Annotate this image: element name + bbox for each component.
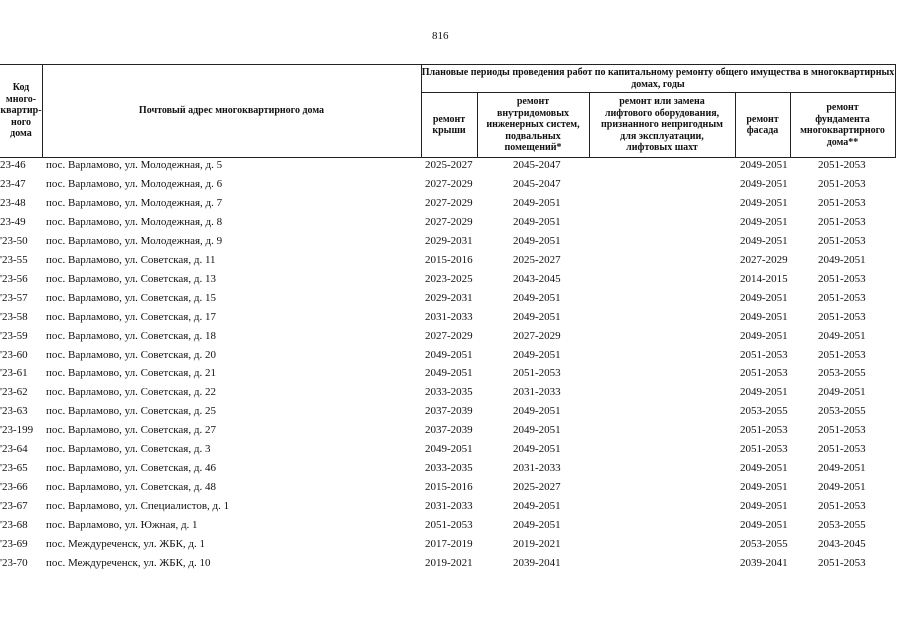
row-code: '23-66 xyxy=(0,481,28,494)
row-code: '23-70 xyxy=(0,556,28,569)
table-row xyxy=(0,309,905,327)
header-address: Почтовый адрес многоквартирного дома xyxy=(138,105,325,117)
row-address: пос. Варламово, ул. Советская, д. 3 xyxy=(46,443,211,456)
row-engineering: 2027-2029 xyxy=(513,329,561,342)
row-facade: 2051-2053 xyxy=(740,424,788,437)
row-roof: 2031-2033 xyxy=(425,310,473,323)
row-roof: 2027-2029 xyxy=(425,177,473,190)
row-facade: 2049-2051 xyxy=(740,519,788,532)
table-row xyxy=(0,233,905,251)
row-address: пос. Варламово, ул. Молодежная, д. 9 xyxy=(46,234,223,247)
row-roof: 2023-2025 xyxy=(425,272,473,285)
page-number: 816 xyxy=(432,30,449,42)
row-code: 23-47 xyxy=(0,177,26,190)
row-facade: 2049-2051 xyxy=(740,291,788,304)
row-engineering: 2049-2051 xyxy=(513,500,561,513)
table-row xyxy=(0,347,905,365)
row-engineering: 2043-2045 xyxy=(513,272,561,285)
row-roof: 2015-2016 xyxy=(425,253,473,266)
row-engineering: 2049-2051 xyxy=(513,405,561,418)
row-foundation: 2051-2053 xyxy=(818,291,866,304)
row-facade: 2027-2029 xyxy=(740,253,788,266)
row-engineering: 2039-2041 xyxy=(513,556,561,569)
table-right-border xyxy=(895,64,896,158)
row-roof: 2037-2039 xyxy=(425,424,473,437)
row-address: пос. Варламово, ул. Молодежная, д. 8 xyxy=(46,215,223,228)
table-row xyxy=(0,195,905,213)
row-engineering: 2049-2051 xyxy=(513,519,561,532)
row-address: пос. Варламово, ул. Молодежная, д. 5 xyxy=(46,159,223,171)
row-facade: 2049-2051 xyxy=(740,500,788,513)
row-roof: 2049-2051 xyxy=(425,367,473,380)
row-roof: 2025-2027 xyxy=(425,159,473,171)
row-engineering: 2045-2047 xyxy=(513,159,561,171)
row-address: пос. Варламово, ул. Советская, д. 22 xyxy=(46,386,216,399)
row-code: '23-62 xyxy=(0,386,28,399)
row-foundation: 2049-2051 xyxy=(818,462,866,475)
row-foundation: 2051-2053 xyxy=(818,348,866,361)
header-code: Код много- квартир- ного дома xyxy=(0,82,42,140)
row-code: '23-60 xyxy=(0,348,28,361)
row-address: пос. Варламово, ул. Советская, д. 25 xyxy=(46,405,216,418)
table-row xyxy=(0,214,905,232)
row-foundation: 2051-2053 xyxy=(818,272,866,285)
row-foundation: 2051-2053 xyxy=(818,177,866,190)
row-roof: 2017-2019 xyxy=(425,538,473,550)
row-code: '23-59 xyxy=(0,329,28,342)
table-row xyxy=(0,460,905,478)
table-row xyxy=(0,517,905,535)
table-row xyxy=(0,555,905,573)
row-foundation: 2043-2045 xyxy=(818,538,866,550)
row-foundation: 2051-2053 xyxy=(818,215,866,228)
row-code: '23-68 xyxy=(0,519,28,532)
row-foundation: 2051-2053 xyxy=(818,500,866,513)
row-roof: 2027-2029 xyxy=(425,329,473,342)
row-facade: 2051-2053 xyxy=(740,367,788,380)
row-roof: 2033-2035 xyxy=(425,386,473,399)
row-address: пос. Междуреченск, ул. ЖБК, д. 10 xyxy=(46,556,211,569)
row-code: '23-199 xyxy=(0,424,34,437)
row-code: '23-55 xyxy=(0,253,28,266)
row-facade: 2049-2051 xyxy=(740,159,788,171)
row-roof: 2019-2021 xyxy=(425,556,473,569)
row-facade: 2049-2051 xyxy=(740,329,788,342)
row-foundation: 2051-2053 xyxy=(818,310,866,323)
row-facade: 2049-2051 xyxy=(740,196,788,209)
row-foundation: 2053-2055 xyxy=(818,405,866,418)
row-facade: 2039-2041 xyxy=(740,556,788,569)
row-address: пос. Варламово, ул. Советская, д. 27 xyxy=(46,424,216,437)
row-facade: 2053-2055 xyxy=(740,538,788,550)
header-elevator: ремонт или замена лифтового оборудования, признанного непригодным для эксплуатации, лифтовых шахт xyxy=(601,96,723,154)
row-code: '23-50 xyxy=(0,234,28,247)
row-foundation: 2049-2051 xyxy=(818,253,866,266)
row-code: '23-65 xyxy=(0,462,28,475)
table-row xyxy=(0,403,905,421)
row-address: пос. Варламово, ул. Советская, д. 17 xyxy=(46,310,216,323)
table-row xyxy=(0,441,905,459)
row-address: пос. Междуреченск, ул. ЖБК, д. 1 xyxy=(46,538,206,550)
row-engineering: 2045-2047 xyxy=(513,177,561,190)
row-address: пос. Варламово, ул. Советская, д. 48 xyxy=(46,481,216,494)
row-engineering: 2051-2053 xyxy=(513,367,561,380)
row-roof: 2033-2035 xyxy=(425,462,473,475)
row-facade: 2053-2055 xyxy=(740,405,788,418)
row-engineering: 2049-2051 xyxy=(513,196,561,209)
row-code: '23-58 xyxy=(0,310,28,323)
row-engineering: 2049-2051 xyxy=(513,424,561,437)
row-facade: 2049-2051 xyxy=(740,177,788,190)
row-roof: 2029-2031 xyxy=(425,234,473,247)
table-row xyxy=(0,498,905,516)
row-code: 23-48 xyxy=(0,196,26,209)
row-code: '23-69 xyxy=(0,538,28,550)
row-code: '23-56 xyxy=(0,272,28,285)
row-code: '23-64 xyxy=(0,443,28,456)
row-engineering: 2049-2051 xyxy=(513,234,561,247)
row-facade: 2051-2053 xyxy=(740,443,788,456)
row-code: '23-67 xyxy=(0,500,28,513)
row-foundation: 2051-2053 xyxy=(818,234,866,247)
row-engineering: 2025-2027 xyxy=(513,481,561,494)
row-roof: 2049-2051 xyxy=(425,443,473,456)
row-code: '23-57 xyxy=(0,291,28,304)
row-facade: 2049-2051 xyxy=(740,481,788,494)
row-roof: 2027-2029 xyxy=(425,196,473,209)
row-roof: 2029-2031 xyxy=(425,291,473,304)
row-facade: 2049-2051 xyxy=(740,215,788,228)
row-facade: 2014-2015 xyxy=(740,272,788,285)
row-roof: 2049-2051 xyxy=(425,348,473,361)
table-row xyxy=(0,479,905,497)
header-engineering: ремонт внутридомовых инженерных систем, подвальных помещений* xyxy=(486,96,580,154)
table-row xyxy=(0,365,905,383)
row-foundation: 2051-2053 xyxy=(818,424,866,437)
row-address: пос. Варламово, ул. Молодежная, д. 7 xyxy=(46,196,223,209)
row-engineering: 2049-2051 xyxy=(513,310,561,323)
row-address: пос. Варламово, ул. Советская, д. 15 xyxy=(46,291,216,304)
row-roof: 2031-2033 xyxy=(425,500,473,513)
table-row xyxy=(0,328,905,346)
row-engineering: 2019-2021 xyxy=(513,538,561,550)
table-row xyxy=(0,422,905,440)
row-engineering: 2049-2051 xyxy=(513,348,561,361)
row-engineering: 2049-2051 xyxy=(513,443,561,456)
row-engineering: 2025-2027 xyxy=(513,253,561,266)
header-foundation: ремонт фундамента многоквартирного дома** xyxy=(800,102,885,148)
row-code: 23-46 xyxy=(0,159,26,171)
table-row xyxy=(0,271,905,289)
row-foundation: 2049-2051 xyxy=(818,481,866,494)
row-foundation: 2049-2051 xyxy=(818,329,866,342)
row-roof: 2015-2016 xyxy=(425,481,473,494)
row-address: пос. Варламово, ул. Специалистов, д. 1 xyxy=(46,500,230,513)
row-engineering: 2049-2051 xyxy=(513,291,561,304)
row-address: пос. Варламово, ул. Южная, д. 1 xyxy=(46,519,198,532)
row-facade: 2049-2051 xyxy=(740,234,788,247)
row-address: пос. Варламово, ул. Советская, д. 13 xyxy=(46,272,216,285)
table-row xyxy=(0,384,905,402)
row-address: пос. Варламово, ул. Советская, д. 20 xyxy=(46,348,216,361)
row-facade: 2049-2051 xyxy=(740,386,788,399)
row-engineering: 2031-2033 xyxy=(513,386,561,399)
row-foundation: 2049-2051 xyxy=(818,386,866,399)
row-roof: 2037-2039 xyxy=(425,405,473,418)
row-address: пос. Варламово, ул. Советская, д. 11 xyxy=(46,253,216,266)
header-roof: ремонт крыши xyxy=(432,113,466,136)
row-facade: 2049-2051 xyxy=(740,462,788,475)
row-address: пос. Варламово, ул. Молодежная, д. 6 xyxy=(46,177,223,190)
row-roof: 2051-2053 xyxy=(425,519,473,532)
table-row xyxy=(0,290,905,308)
row-foundation: 2053-2055 xyxy=(818,519,866,532)
table-row xyxy=(0,157,905,175)
header-facade: ремонт фасада xyxy=(746,113,779,136)
table-row xyxy=(0,252,905,270)
row-foundation: 2051-2053 xyxy=(818,443,866,456)
row-facade: 2051-2053 xyxy=(740,348,788,361)
header-work-periods: Плановые периоды проведения работ по капитальному ремонту общего имущества в многоквартирных домах, годы xyxy=(421,67,895,90)
row-foundation: 2053-2055 xyxy=(818,367,866,380)
row-engineering: 2049-2051 xyxy=(513,215,561,228)
row-foundation: 2051-2053 xyxy=(818,159,866,171)
row-address: пос. Варламово, ул. Советская, д. 21 xyxy=(46,367,216,380)
row-code: 23-49 xyxy=(0,215,26,228)
row-code: '23-63 xyxy=(0,405,28,418)
table-row xyxy=(0,176,905,194)
row-foundation: 2051-2053 xyxy=(818,556,866,569)
row-roof: 2027-2029 xyxy=(425,215,473,228)
row-address: пос. Варламово, ул. Советская, д. 46 xyxy=(46,462,216,475)
row-foundation: 2051-2053 xyxy=(818,196,866,209)
row-engineering: 2031-2033 xyxy=(513,462,561,475)
row-facade: 2049-2051 xyxy=(740,310,788,323)
table-row xyxy=(0,536,905,554)
row-code: '23-61 xyxy=(0,367,28,380)
row-address: пос. Варламово, ул. Советская, д. 18 xyxy=(46,329,216,342)
